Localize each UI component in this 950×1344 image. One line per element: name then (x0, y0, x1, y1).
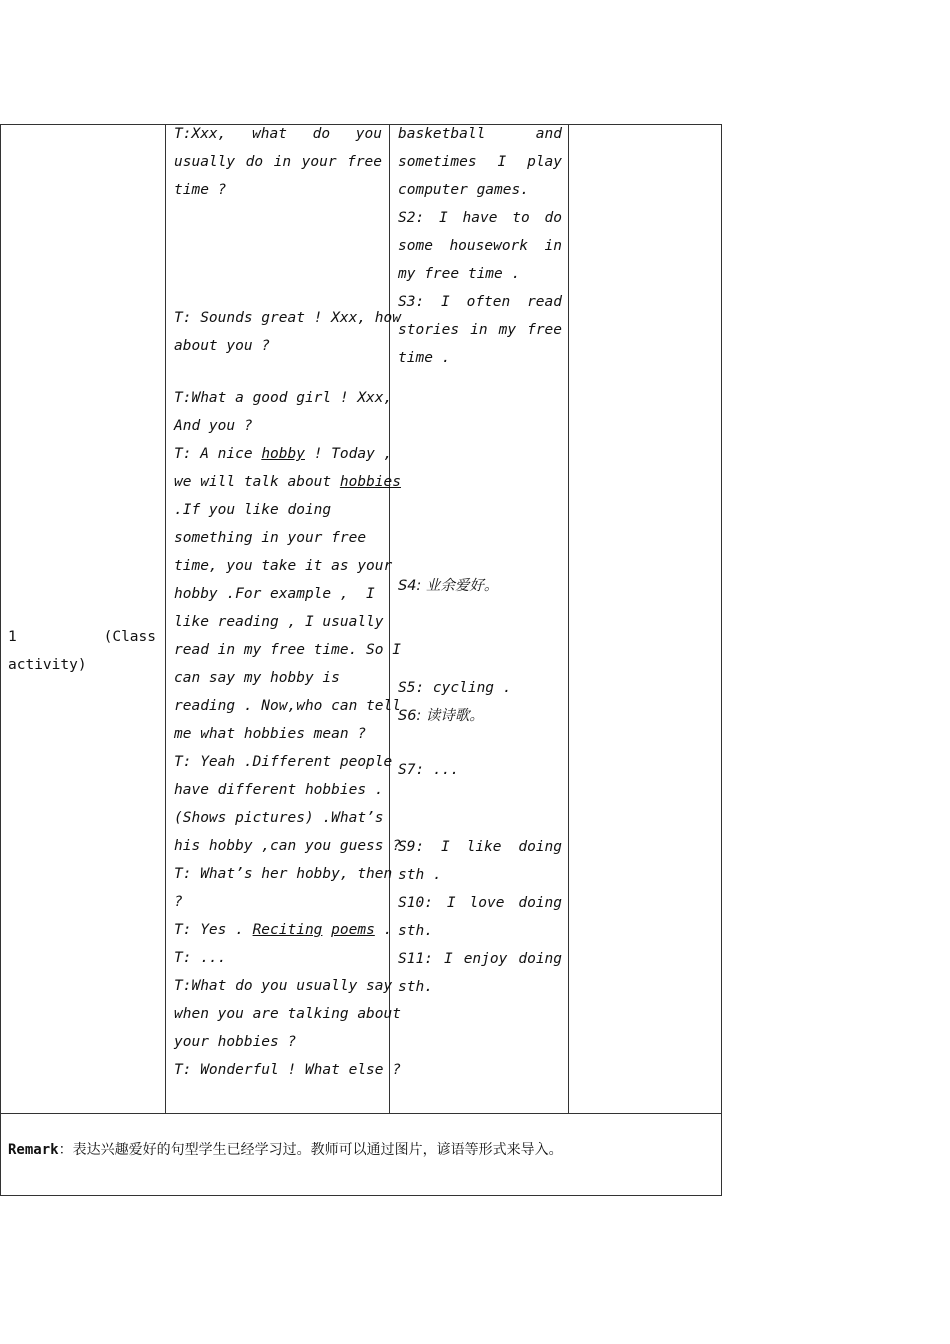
teacher-line: me what hobbies mean ? (174, 726, 367, 742)
teacher-line: T: Yes . Reciting poems . (174, 922, 393, 938)
teacher-line: T: What’s her hobby, then (174, 866, 393, 882)
column-divider-2 (389, 125, 390, 1113)
teacher-line: T: ... (174, 950, 227, 966)
teacher-line: (Shows pictures) .What’s (174, 810, 384, 826)
teacher-line: .If you like doing (174, 502, 332, 518)
teacher-line: ? (174, 894, 183, 910)
teacher-line: time ? (174, 182, 227, 198)
underlined-word: hobby (261, 446, 305, 462)
remark-text: ：表达兴趣爱好的句型学生已经学习过。教师可以通过图片，谚语等形式来导入。 (58, 1142, 563, 1158)
student-line: S2: I have to do (398, 210, 562, 226)
step-label: 1 (Class (8, 629, 156, 645)
teacher-line: have different hobbies . (174, 782, 384, 798)
student-line: S7: ... (398, 762, 460, 778)
teacher-line: T: Yeah .Different people (174, 754, 393, 770)
teacher-line: when you are talking about (174, 1006, 401, 1022)
teacher-line: T: A nice hobby ! Today , (174, 446, 393, 462)
teacher-line: And you ? (174, 418, 253, 434)
underlined-word: poems (331, 922, 375, 938)
underlined-word: hobbies (339, 474, 401, 490)
student-line: S3: I often read (398, 294, 562, 310)
student-line: S11: I enjoy doing (398, 951, 563, 967)
teacher-line: T: Wonderful ! What else ? (174, 1062, 401, 1078)
student-line: sth. (398, 979, 433, 995)
remark (8, 1136, 563, 1164)
teacher-line: we will talk about hobbies (174, 474, 401, 490)
teacher-line: usually do in your free (174, 154, 383, 170)
teacher-line: something in your free (174, 530, 367, 546)
student-line: sth . (398, 867, 442, 883)
student-line: S4: 业余爱好。 (398, 578, 499, 594)
column-divider-1 (165, 125, 166, 1113)
teacher-line: his hobby ,can you guess ? (174, 838, 401, 854)
teacher-line: T:What do you usually say (174, 978, 393, 994)
teacher-line: reading . Now,who can tell (174, 698, 401, 714)
teacher-line: T:Xxx, what do you (174, 126, 382, 142)
teacher-line: read in my free time. So I (174, 642, 401, 658)
remark-label: Remark (8, 1142, 59, 1158)
student-line: sth. (398, 923, 433, 939)
student-line: S10: I love doing (398, 895, 562, 911)
teacher-line: about you ? (174, 338, 271, 354)
student-line: basketball and (398, 126, 562, 142)
student-line: some housework in (398, 238, 562, 254)
teacher-line: T:What a good girl ! Xxx, (174, 390, 393, 406)
step-label-line2: activity) (8, 657, 87, 673)
teacher-line: T: Sounds great ! Xxx, how (174, 310, 401, 326)
student-line: computer games. (398, 182, 529, 198)
underlined-word: Reciting (252, 922, 323, 938)
student-line: sometimes I play (398, 154, 563, 170)
student-line: S9: I like doing (398, 839, 562, 855)
student-line: S6: 读诗歌。 (398, 708, 484, 724)
row-divider (1, 1113, 721, 1114)
student-line: time . (398, 350, 451, 366)
column-divider-3 (568, 125, 569, 1113)
teacher-line: time, you take it as your (174, 558, 393, 574)
teacher-line: can say my hobby is (174, 670, 340, 686)
teacher-line: your hobbies ? (174, 1034, 297, 1050)
teacher-line: hobby .For example , I (174, 586, 375, 602)
student-line: S5: cycling . (398, 680, 512, 696)
student-line: stories in my free (398, 322, 563, 338)
teacher-line: like reading , I usually (174, 614, 384, 630)
student-line: my free time . (398, 266, 521, 282)
